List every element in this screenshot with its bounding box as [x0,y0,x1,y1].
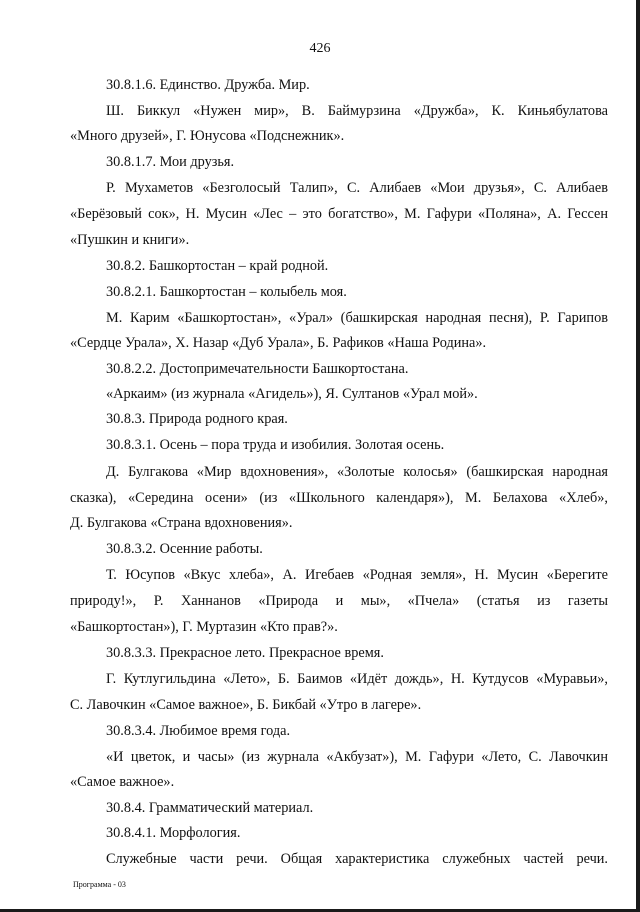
paragraph-line: М. Карим «Башкортостан», «Урал» (башкирская народная песня), Р. Гарипов [106,310,608,326]
paragraph-line: Г. Кутлугильдина «Лето», Б. Баимов «Идёт дождь», Н. Кутдусов «Муравьи», [106,671,608,687]
heading-beautiful-summer: 30.8.3.3. Прекрасное лето. Прекрасное время. [106,645,384,661]
paragraph-line: «Самое важное». [70,774,175,790]
page-number: 426 [309,41,331,56]
heading-nature: 30.8.3. Природа родного края. [106,411,288,427]
paragraph-line: сказка), «Середина осени» (из «Школьного календаря»), М. Белахова «Хлеб», [70,490,608,506]
paragraph-line: Ш. Биккул «Нужен мир», В. Баймурзина «Дружба», К. Киньябулатова [106,103,608,119]
heading-bashkortostan-cradle: 30.8.2.1. Башкортостан – колыбель моя. [106,284,347,300]
paragraph-line: «Сердце Урала», Х. Назар «Дуб Урала», Б. Рафиков «Наша Родина». [70,335,487,351]
footer-program-label: Программа - 03 [73,880,126,889]
paragraph-line: Р. Мухаметов «Безголосый Талип», С. Алибаев «Мои друзья», С. Алибаев [106,180,608,196]
heading-favorite-season: 30.8.3.4. Любимое время года. [106,723,291,739]
paragraph-line: Д. Булгакова «Мир вдохновения», «Золотые колосья» (башкирская народная [106,464,608,480]
paragraph-line: «Аркаим» (из журнала «Агидель»), Я. Султанов «Урал мой». [106,386,478,402]
paragraph-line: Служебные части речи. Общая характеристика служебных частей речи. [106,851,608,867]
heading-autumn-works: 30.8.3.2. Осенние работы. [106,541,263,557]
scan-edge-right [636,0,640,912]
heading-morphology: 30.8.4.1. Морфология. [106,825,241,841]
paragraph-line: «Башкортостан»), Г. Муртазин «Кто прав?». [70,619,338,635]
heading-landmarks: 30.8.2.2. Достопримечательности Башкортостана. [106,361,409,377]
heading-unity-friendship-peace: 30.8.1.6. Единство. Дружба. Мир. [106,77,310,93]
heading-grammar: 30.8.4. Грамматический материал. [106,800,314,816]
paragraph-line: «И цветок, и часы» (из журнала «Акбузат»), М. Гафури «Лето, С. Лавочкин [106,749,608,765]
heading-bashkortostan-native-land: 30.8.2. Башкортостан – край родной. [106,258,329,274]
paragraph-line: «Пушкин и книги». [70,232,190,248]
paragraph-line: Д. Булгакова «Страна вдохновения». [70,515,293,531]
paragraph-line: «Много друзей», Г. Юнусова «Подснежник». [70,128,345,144]
heading-my-friends: 30.8.1.7. Мои друзья. [106,154,235,170]
paragraph-line: С. Лавочкин «Самое важное», Б. Бикбай «Утро в лагере». [70,697,422,713]
paragraph-line: «Берёзовый сок», Н. Мусин «Лес – это богатство», М. Гафури «Поляна», А. Гессен [70,206,608,222]
paragraph-line: Т. Юсупов «Вкус хлеба», А. Игебаев «Родная земля», Н. Мусин «Берегите [106,567,608,583]
heading-autumn: 30.8.3.1. Осень – пора труда и изобилия. Золотая осень. [106,437,445,453]
paragraph-line: природу!», Р. Ханнанов «Природа и мы», «Пчела» (статья из газеты [70,593,608,609]
